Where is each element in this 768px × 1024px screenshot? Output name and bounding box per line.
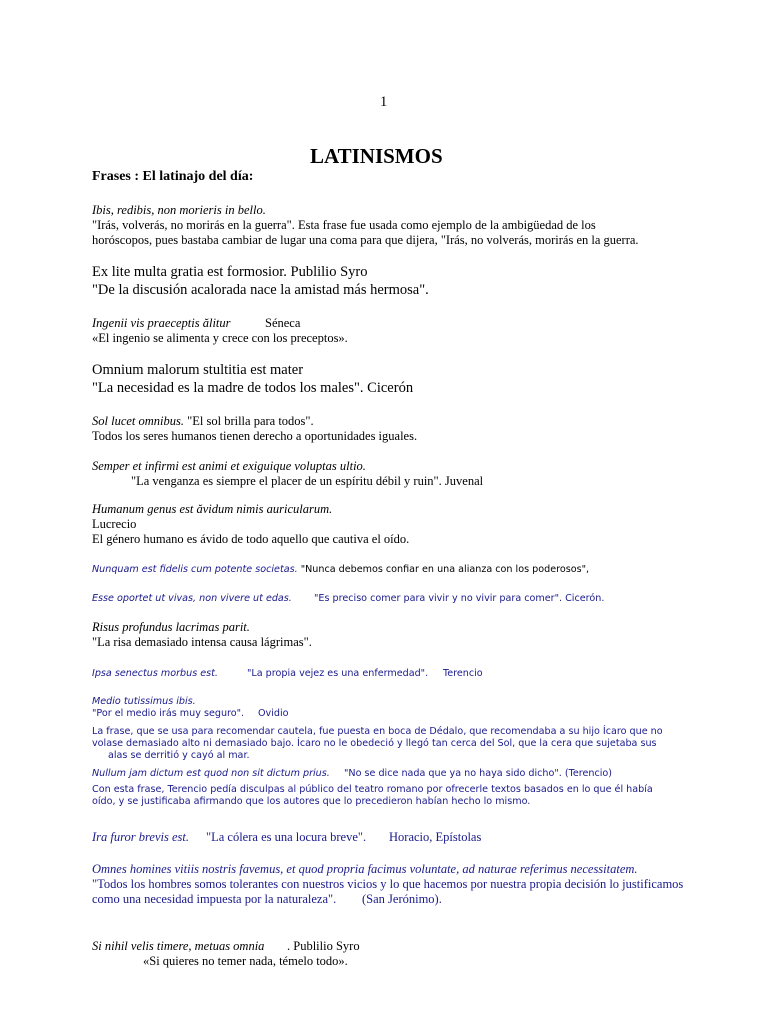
- ingenii-author: Séneca: [265, 316, 301, 330]
- sol-lucet-translation: "El sol brilla para todos".: [184, 414, 314, 428]
- omnes-translation-line1: "Todos los hombres somos tolerantes con nuestros vicios y lo que hacemos por nuestra propia decisión lo justificamos: [92, 877, 684, 891]
- ibis-explanation-line1: "Irás, volverás, no morirás en la guerra". Esta frase fue usada como ejemplo de la ambigüedad de los: [92, 218, 596, 232]
- nullum-note-line1: Con esta frase, Terencio pedía disculpas al público del teatro romano por ofrecerle textos basados en lo que él había: [92, 784, 653, 795]
- humanum-translation: El género humano es ávido de todo aquello que cautiva el oído.: [92, 532, 410, 546]
- latin-phrase-humanum: Humanum genus est ăvidum nimis auricularum.: [92, 502, 333, 516]
- nunquam-translation: "Nunca debemos confiar en una alianza con los poderosos",: [297, 564, 590, 575]
- ibis-explanation-line2: horóscopos, pues bastaba cambiar de lugar una coma para que dijera, "Irás, no volverás, morirás en la guerra.: [92, 233, 639, 247]
- ira-translation: "La cólera es una locura breve".: [206, 830, 367, 844]
- latin-phrase-nunquam: Nunquam est fidelis cum potente societas.: [92, 564, 298, 575]
- nullum-note-line2: oído, y se justificaba afirmando que los autores que lo precedieron habían hecho lo mismo.: [92, 796, 531, 807]
- omnium-translation: "La necesidad es la madre de todos los males". Cicerón: [92, 380, 414, 396]
- medio-translation: "Por el medio irás muy seguro".: [92, 708, 245, 719]
- semper-translation: "La venganza es siempre el placer de un espíritu débil y ruin". Juvenal: [131, 474, 484, 488]
- latin-phrase-si-nihil: Si nihil velis timere, metuas omnia: [92, 939, 265, 953]
- ipsa-author: Terencio: [443, 668, 483, 679]
- risus-translation: "La risa demasiado intensa causa lágrimas".: [92, 635, 312, 649]
- nunquam-line: [92, 563, 589, 576]
- ira-author: Horacio, Epístolas: [389, 830, 482, 844]
- latin-phrase-ipsa: Ipsa senectus morbus est.: [92, 668, 218, 679]
- ex-lite-translation: "De la discusión acalorada nace la amistad más hermosa".: [92, 282, 429, 298]
- latin-phrase-esse: Esse oportet ut vivas, non vivere ut edas.: [92, 593, 292, 604]
- latin-phrase-omnes: Omnes homines vitiis nostris favemus, et quod propria facimus voluntate, ad naturae referimus necessitatem.: [92, 862, 638, 876]
- latin-phrase-ex-lite: Ex lite multa gratia est formosior. Publilio Syro: [92, 264, 368, 280]
- sol-lucet-line: [92, 414, 314, 429]
- medio-author: Ovidio: [258, 708, 289, 719]
- latin-phrase-semper: Semper et infirmi est animi et exiguique voluptas ultio.: [92, 459, 366, 473]
- omnes-translation-line2: como una necesidad impuesta por la naturaleza".: [92, 892, 337, 906]
- latin-phrase-sol-lucet: Sol lucet omnibus.: [92, 414, 185, 428]
- nullum-translation: "No se dice nada que ya no haya sido dicho". (Terencio): [344, 768, 613, 779]
- latin-phrase-ira: Ira furor brevis est.: [92, 830, 189, 844]
- latin-phrase-risus: Risus profundus lacrimas parit.: [92, 620, 250, 634]
- page-title: LATINISMOS: [310, 144, 443, 168]
- medio-note-line3: alas se derritió y cayó al mar.: [108, 750, 250, 761]
- latin-phrase-omnium: Omnium malorum stultitia est mater: [92, 362, 304, 378]
- sol-lucet-explanation: Todos los seres humanos tienen derecho a oportunidades iguales.: [92, 429, 418, 443]
- omnes-author: (San Jerónimo).: [362, 892, 442, 906]
- latin-phrase-medio: Medio tutissimus ibis.: [92, 696, 196, 707]
- ipsa-translation: "La propia vejez es una enfermedad".: [247, 668, 429, 679]
- latin-phrase-ingenii: Ingenii vis praeceptis ălitur: [92, 316, 231, 330]
- medio-note-line2: volase demasiado alto ni demasiado bajo. Ícaro no le obedeció y llegó tan cerca del Sol, que la cera que sujetaba sus: [92, 738, 657, 749]
- latin-phrase-ibis: Ibis, redibis, non morieris in bello.: [92, 203, 266, 217]
- medio-note-line1: La frase, que se usa para recomendar cautela, fue puesta en boca de Dédalo, que recomendaba a su hijo Ícaro que no: [92, 726, 663, 737]
- esse-translation: "Es preciso comer para vivir y no vivir para comer". Cicerón.: [314, 593, 605, 604]
- si-nihil-translation: «Si quieres no temer nada, témelo todo».: [143, 954, 348, 968]
- page-number: 1: [380, 94, 388, 110]
- section-subtitle: Frases : El latinajo del día:: [92, 169, 254, 184]
- latin-phrase-nullum: Nullum jam dictum est quod non sit dictum prius.: [92, 768, 330, 779]
- humanum-author: Lucrecio: [92, 517, 137, 531]
- si-nihil-author: . Publilio Syro: [287, 939, 360, 953]
- ingenii-translation: «El ingenio se alimenta y crece con los preceptos».: [92, 331, 348, 345]
